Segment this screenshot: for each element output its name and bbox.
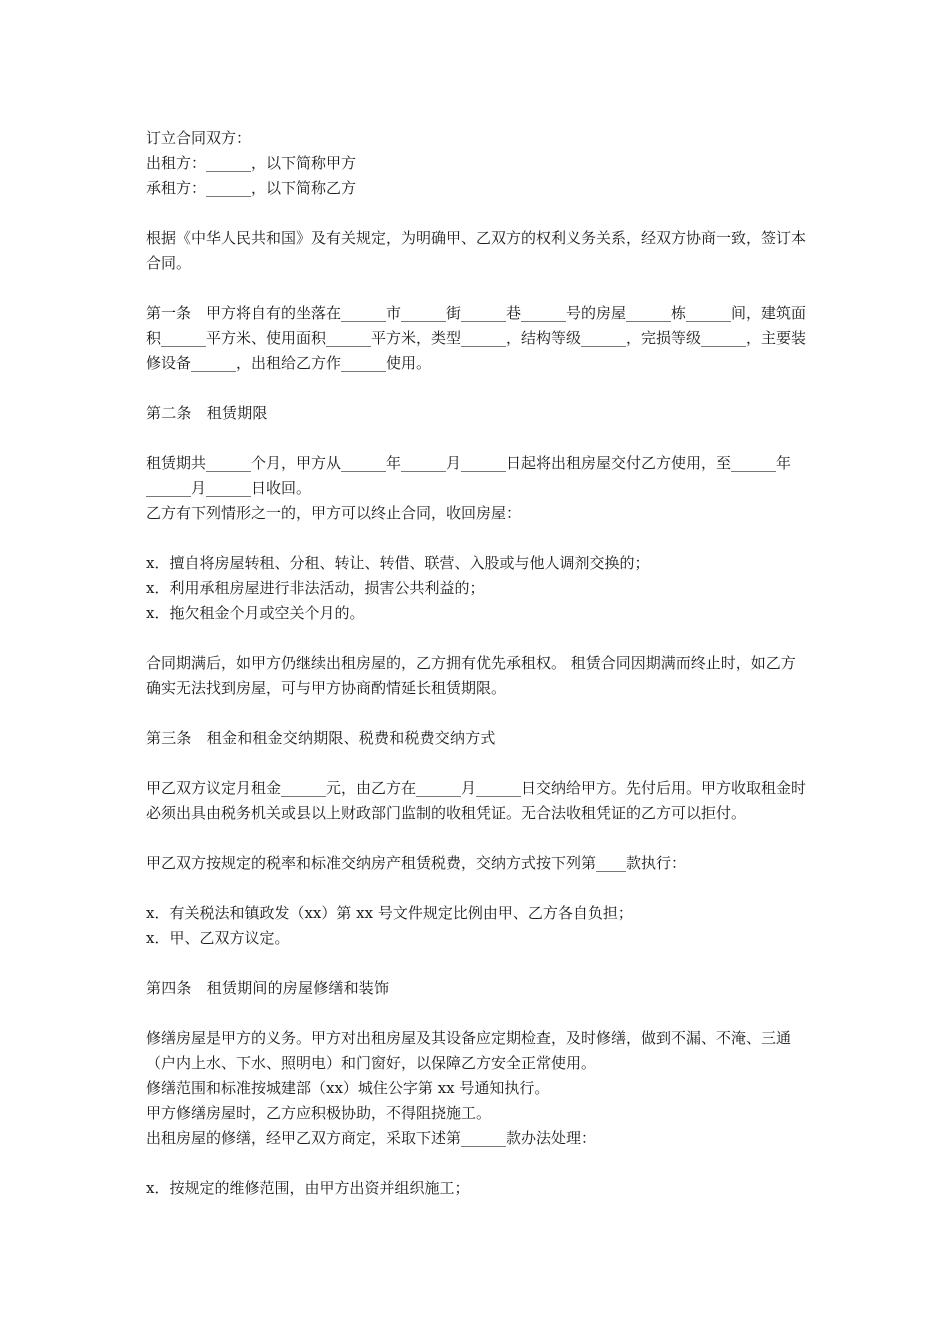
list-item: x．擅自将房屋转租、分租、转让、转借、联营、入股或与他人调剂交换的；: [146, 554, 650, 572]
article-1-text: 第一条 甲方将自有的坐落在______市______街______巷______号的房屋______栋______间，建筑面积______平方米、使用面积______平方米，类型______，结构等级______，完损等级______，主要装修设备______，出租给乙方作______使用。: [146, 304, 807, 372]
list-item: x．拖欠租金个月或空关个月的。: [146, 604, 365, 622]
contract-body: [146, 126, 810, 1201]
parties-intro: 订立合同双方：: [146, 129, 252, 147]
article-4-paragraph-2: 修缮范围和标准按城建部（xx）城住公字第 xx 号通知执行。: [146, 1079, 550, 1097]
article-4-paragraph-4: 出租房屋的修缮，经甲乙双方商定，采取下述第______款办法处理：: [146, 1129, 597, 1147]
article-2-renewal: 合同期满后，如甲方仍继续出租房屋的，乙方拥有优先承租权。 租赁合同因期满而终止时，如乙方确实无法找到房屋，可与甲方协商酌情延长租赁期限。: [146, 654, 796, 697]
article-2-heading: 第二条 租赁期限: [146, 404, 268, 422]
article-2-termination-intro: 乙方有下列情形之一的，甲方可以终止合同，收回房屋：: [146, 504, 522, 522]
preamble: 根据《中华人民共和国》及有关规定，为明确甲、乙双方的权利义务关系，经双方协商一致，签订本合同。: [146, 229, 807, 272]
article-3-heading: 第三条 租金和租金交纳期限、税费和税费交纳方式: [146, 729, 496, 747]
list-item: x．利用承租房屋进行非法活动，损害公共利益的；: [146, 579, 485, 597]
article-3-tax: 甲乙双方按规定的税率和标准交纳房产租赁税费，交纳方式按下列第____款执行：: [146, 854, 687, 872]
list-item: x．甲、乙双方议定。: [146, 929, 290, 947]
article-4-paragraph-1: 修缮房屋是甲方的义务。甲方对出租房屋及其设备应定期检查，及时修缮，做到不漏、不淹、三通（户内上水、下水、照明电）和门窗好，以保障乙方安全正常使用。: [146, 1029, 792, 1072]
lessee-line: 承租方：______，以下简称乙方: [146, 179, 357, 197]
lessor-line: 出租方：______，以下简称甲方: [146, 154, 357, 172]
article-4-heading: 第四条 租赁期间的房屋修缮和装饰: [146, 979, 390, 997]
article-3-rent: 甲乙双方议定月租金______元，由乙方在______月______日交纳给甲方。先付后用。甲方收取租金时必须出具由税务机关或县以上财政部门监制的收租凭证。无合法收租凭证的乙方可以拒付。: [146, 779, 807, 822]
list-item: x．有关税法和镇政发（xx）第 xx 号文件规定比例由甲、乙方各自负担；: [146, 904, 633, 922]
article-4-paragraph-3: 甲方修缮房屋时，乙方应积极协助，不得阻挠施工。: [146, 1104, 492, 1122]
article-2-term: 租赁期共______个月，甲方从______年______月______日起将出租房屋交付乙方使用，至______年______月______日收回。: [146, 454, 792, 497]
list-item: x．按规定的维修范围，由甲方出资并组织施工；: [146, 1179, 470, 1197]
